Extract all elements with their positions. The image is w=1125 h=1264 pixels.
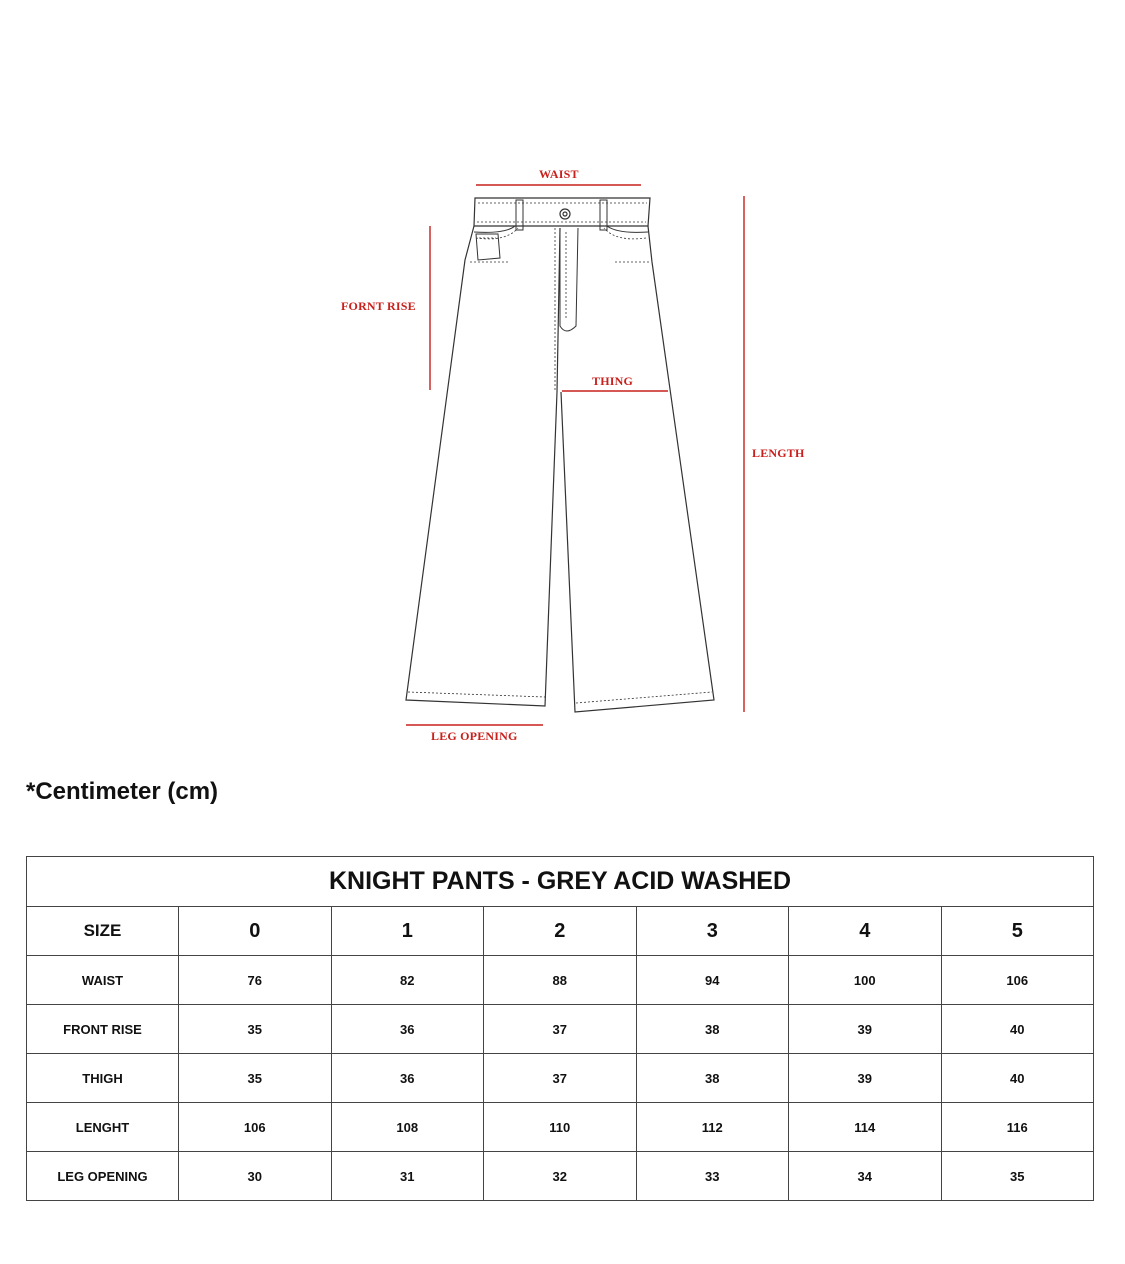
table-cell: 35 bbox=[179, 1005, 332, 1054]
front-rise-label: FORNT RISE bbox=[341, 299, 416, 313]
thigh-label: THING bbox=[592, 374, 634, 388]
table-row bbox=[27, 1103, 1094, 1152]
size-header-row bbox=[27, 907, 1094, 956]
leg-opening-label: LEG OPENING bbox=[431, 729, 518, 743]
table-title: KNIGHT PANTS - GREY ACID WASHED bbox=[27, 857, 1094, 907]
size-header-cell: 2 bbox=[484, 907, 637, 956]
table-cell: 82 bbox=[331, 956, 484, 1005]
table-cell: 94 bbox=[636, 956, 789, 1005]
table-cell: 110 bbox=[484, 1103, 637, 1152]
table-cell: 35 bbox=[179, 1054, 332, 1103]
table-cell: 37 bbox=[484, 1005, 637, 1054]
table-cell: 32 bbox=[484, 1152, 637, 1201]
table-cell: 31 bbox=[331, 1152, 484, 1201]
left-leg bbox=[406, 226, 560, 706]
table-cell: 112 bbox=[636, 1103, 789, 1152]
table-cell: 88 bbox=[484, 956, 637, 1005]
size-header-cell: 5 bbox=[941, 907, 1094, 956]
table-cell: 114 bbox=[789, 1103, 942, 1152]
table-cell: 40 bbox=[941, 1054, 1094, 1103]
size-header-cell: 1 bbox=[331, 907, 484, 956]
table-cell: 30 bbox=[179, 1152, 332, 1201]
table-cell: 38 bbox=[636, 1005, 789, 1054]
size-header-cell: 4 bbox=[789, 907, 942, 956]
table-row bbox=[27, 1152, 1094, 1201]
row-label: LEG OPENING bbox=[27, 1152, 179, 1201]
waist-label: WAIST bbox=[539, 167, 579, 181]
unit-note: *Centimeter (cm) bbox=[26, 778, 219, 805]
right-leg bbox=[561, 226, 714, 712]
table-cell: 39 bbox=[789, 1005, 942, 1054]
table-cell: 108 bbox=[331, 1103, 484, 1152]
button bbox=[560, 209, 570, 219]
row-label: LENGHT bbox=[27, 1103, 179, 1152]
size-chart-table bbox=[26, 856, 1094, 1201]
table-cell: 106 bbox=[941, 956, 1094, 1005]
table-row bbox=[27, 1054, 1094, 1103]
row-label: WAIST bbox=[27, 956, 179, 1005]
size-header-cell: 0 bbox=[179, 907, 332, 956]
table-row bbox=[27, 956, 1094, 1005]
length-label: LENGTH bbox=[752, 446, 805, 460]
table-cell: 100 bbox=[789, 956, 942, 1005]
table-cell: 39 bbox=[789, 1054, 942, 1103]
table-cell: 33 bbox=[636, 1152, 789, 1201]
table-cell: 76 bbox=[179, 956, 332, 1005]
table-cell: 34 bbox=[789, 1152, 942, 1201]
size-header-cell: 3 bbox=[636, 907, 789, 956]
table-cell: 38 bbox=[636, 1054, 789, 1103]
size-header-label: SIZE bbox=[27, 907, 179, 956]
table-cell: 40 bbox=[941, 1005, 1094, 1054]
table-cell: 35 bbox=[941, 1152, 1094, 1201]
table-row bbox=[27, 1005, 1094, 1054]
table-cell: 36 bbox=[331, 1054, 484, 1103]
table-cell: 37 bbox=[484, 1054, 637, 1103]
table-cell: 36 bbox=[331, 1005, 484, 1054]
row-label: THIGH bbox=[27, 1054, 179, 1103]
row-label: FRONT RISE bbox=[27, 1005, 179, 1054]
table-cell: 116 bbox=[941, 1103, 1094, 1152]
table-cell: 106 bbox=[179, 1103, 332, 1152]
